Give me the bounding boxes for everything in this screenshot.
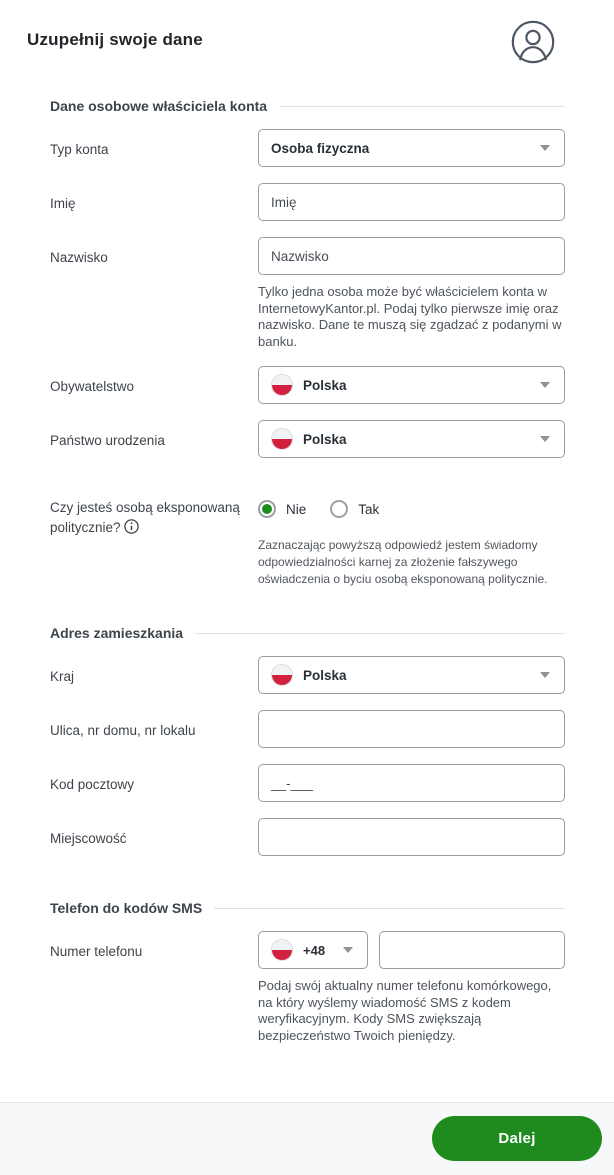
citizenship-value: Polska — [303, 377, 347, 393]
last-name-label: Nazwisko — [50, 250, 108, 265]
pep-radio-no[interactable] — [258, 500, 276, 518]
account-type-select[interactable] — [258, 129, 565, 167]
pep-help-text: Zaznaczając powyższą odpowiedź jestem świadomy odpowiedzialności karnej za złożenie fałszywego oświadczenia o byciu osobą eksponowaną politycznie. — [258, 538, 548, 587]
first-name-row — [50, 183, 565, 221]
birth-country-label: Państwo urodzenia — [50, 433, 165, 448]
pep-option-no[interactable] — [258, 500, 306, 518]
phone-number-input[interactable] — [379, 931, 565, 969]
country-value: Polska — [303, 667, 347, 683]
section-divider — [279, 106, 565, 107]
phone-help-text: Podaj swój aktualny numer telefonu komórkowego, na który wyślemy wiadomość SMS z kodem weryfikacyjnym. Kody SMS zwiększają bezpieczeństwo Twoich pieniędzy. — [258, 978, 552, 1043]
pep-radio-yes[interactable] — [330, 500, 348, 518]
citizenship-select[interactable] — [258, 366, 565, 404]
citizenship-label: Obywatelstwo — [50, 379, 135, 394]
account-type-value: Osoba fizyczna — [271, 140, 370, 156]
last-name-input[interactable] — [258, 237, 565, 275]
poland-flag-icon — [271, 374, 293, 396]
pep-row — [50, 493, 565, 588]
postal-code-row — [50, 764, 565, 802]
birth-country-select[interactable] — [258, 420, 565, 458]
pep-option-yes[interactable] — [330, 500, 379, 518]
pep-radio-group — [258, 493, 565, 518]
city-label: Miejscowość — [50, 831, 127, 847]
street-label: Ulica, nr domu, nr lokalu — [50, 723, 196, 739]
chevron-down-icon — [540, 672, 550, 678]
next-button[interactable]: Dalej — [432, 1116, 602, 1161]
chevron-down-icon — [540, 382, 550, 388]
first-name-input[interactable] — [258, 183, 565, 221]
birth-country-value: Polska — [303, 431, 347, 447]
page-header — [27, 26, 565, 64]
street-input[interactable] — [258, 710, 565, 748]
citizenship-row — [50, 366, 565, 404]
page-title: Uzupełnij swoje dane — [27, 30, 203, 49]
pep-label: Czy jesteś osobą eksponowaną politycznie? — [50, 500, 240, 535]
last-name-row — [50, 237, 565, 350]
section-personal-data — [50, 98, 565, 114]
form-footer — [0, 1102, 614, 1175]
pep-option-yes-label: Tak — [358, 501, 380, 517]
phone-number-label: Numer telefonu — [50, 944, 143, 960]
section-divider — [195, 633, 565, 634]
user-avatar-icon[interactable] — [511, 20, 555, 64]
section-divider — [214, 908, 565, 909]
first-name-label: Imię — [50, 196, 76, 211]
street-row — [50, 710, 565, 748]
account-type-row — [50, 129, 565, 167]
city-input[interactable] — [258, 818, 565, 856]
birth-country-row — [50, 420, 565, 458]
postal-code-input[interactable] — [258, 764, 565, 802]
poland-flag-icon — [271, 664, 293, 686]
city-row — [50, 818, 565, 856]
section-title: Telefon do kodów SMS — [50, 900, 203, 917]
phone-country-code-value: +48 — [303, 942, 326, 958]
phone-country-code-select[interactable] — [258, 931, 368, 969]
country-row — [50, 656, 565, 694]
chevron-down-icon — [343, 947, 353, 953]
chevron-down-icon — [540, 145, 550, 151]
account-type-label: Typ konta — [50, 142, 109, 157]
phone-number-row — [50, 931, 565, 1044]
poland-flag-icon — [271, 428, 293, 450]
poland-flag-icon — [271, 939, 293, 961]
chevron-down-icon — [540, 436, 550, 442]
section-address — [50, 625, 565, 641]
pep-option-no-label: Nie — [286, 501, 307, 517]
country-select[interactable] — [258, 656, 565, 694]
section-phone — [50, 900, 565, 916]
section-title: Dane osobowe właściciela konta — [50, 98, 268, 114]
info-icon[interactable] — [124, 519, 139, 540]
section-title: Adres zamieszkania — [50, 625, 184, 642]
country-label: Kraj — [50, 669, 75, 685]
postal-code-label: Kod pocztowy — [50, 777, 135, 793]
last-name-help-text: Tylko jedna osoba może być właścicielem konta w InternetowyKantor.pl. Podaj tylko pierwsze imię oraz nazwisko. Dane te muszą się zgadzać z podanymi w banku. — [258, 284, 562, 349]
